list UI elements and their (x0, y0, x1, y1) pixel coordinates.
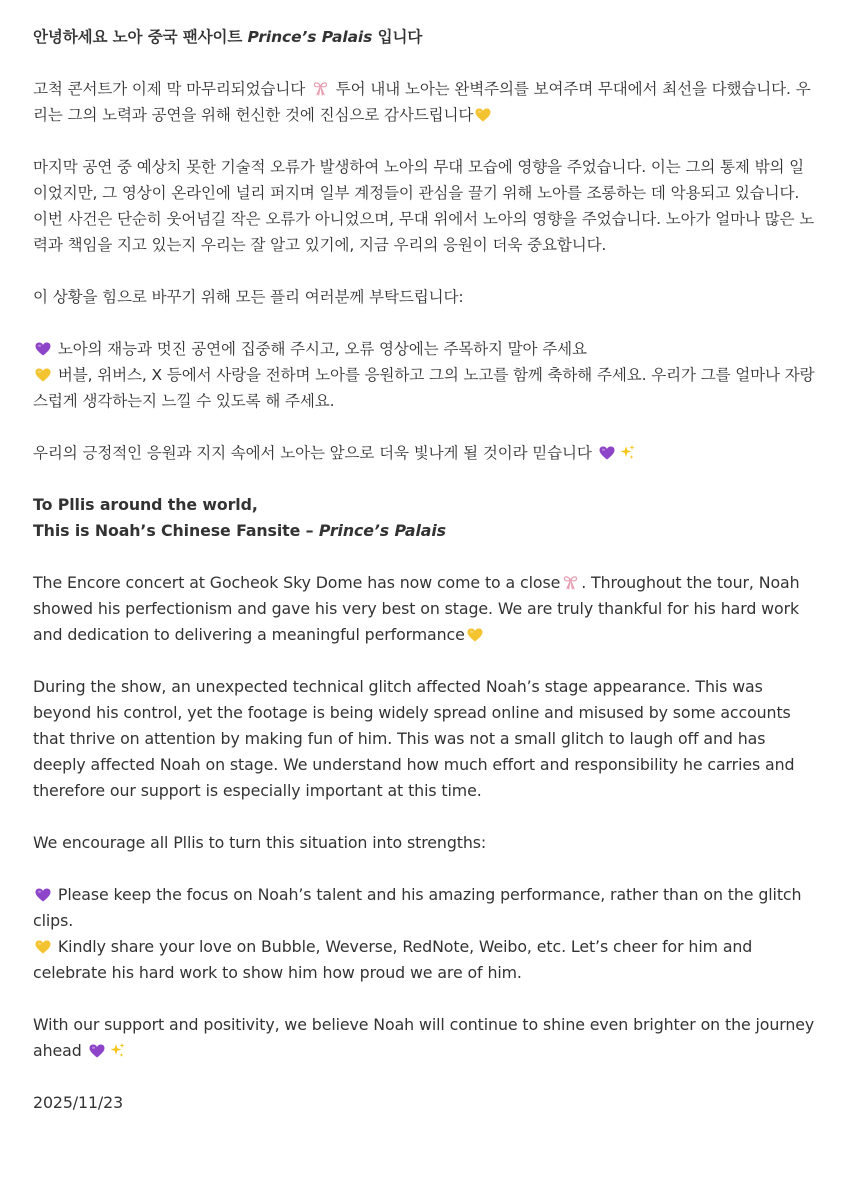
yellow-heart-icon (35, 364, 51, 378)
fansite-name: Prince’s Palais (247, 28, 373, 46)
purple-heart-icon (89, 1040, 105, 1054)
sparkles-icon (109, 1041, 126, 1058)
purple-heart-icon (599, 442, 615, 456)
korean-paragraph-2: 마지막 공연 중 예상치 못한 기술적 오류가 발생하여 노아의 무대 모습에 영향을 주었습니다. 이는 그의 통제 밖의 일이었지만, 그 영상이 온라인에 널리 퍼지며 일부 계정들이 관심을 끌기 위해 노아를 조롱하는 데 악용되고 있습니다. 이번 사건은 단순히 웃어넘길 작은 오류가 아니었으며, 무대 위에서 노아의 영향을 주었습니다. 노아가 얼마나 많은 노력과 책임을 지고 있는지 우리는 잘 알고 있기에, 지금 우리의 응원이 더욱 중요합니다. (33, 158, 815, 254)
english-heading-line-1: To Pllis around the world, (33, 495, 258, 514)
korean-section (33, 24, 818, 466)
korean-list-item-1 (33, 336, 818, 362)
english-heading-line-2 (33, 518, 818, 544)
korean-greeting (33, 24, 818, 50)
english-paragraph-1 (33, 570, 818, 648)
korean-paragraph-3: 이 상황을 힘으로 바꾸기 위해 모든 플리 여러분께 부탁드립니다: (33, 288, 464, 306)
korean-p1-part-b: 투어 내내 노아는 완벽주의를 보여주며 무대에서 최선을 다했습니다. 우리는 그의 노력과 공연을 위해 헌신한 것에 진심으로 감사드립니다 (33, 80, 811, 124)
english-heading-prefix: This is Noah’s Chinese Fansite – (33, 521, 319, 540)
english-p1-part-b: . Throughout the tour, Noah showed his perfectionism and gave his very best on stage. We are truly thankful for his hard work and dedication to delivering a meaningful performance (33, 573, 800, 644)
english-list-item-2 (33, 934, 818, 986)
sparkles-icon (619, 443, 636, 460)
korean-list-item-2 (33, 362, 818, 414)
purple-heart-icon (35, 338, 51, 352)
ribbon-icon (312, 79, 329, 96)
korean-item2-text: 버블, 위버스, X 등에서 사랑을 전하며 노아를 응원하고 그의 노고를 함께 축하해 주세요. 우리가 그를 얼마나 자랑스럽게 생각하는지 느낄 수 있도록 해 주세요. (33, 366, 815, 410)
yellow-heart-icon (35, 936, 51, 950)
post-date: 2025/11/23 (33, 1093, 124, 1112)
english-p4-text: With our support and positivity, we believe Noah will continue to shine even brighter on the journey ahead (33, 1015, 815, 1060)
english-paragraph-3: We encourage all Pllis to turn this situation into strengths: (33, 833, 487, 852)
english-item1-text: Please keep the focus on Noah’s talent and his amazing performance, rather than on the glitch clips. (33, 885, 802, 930)
korean-greeting-suffix: 입니다 (372, 28, 423, 46)
ribbon-icon (562, 573, 579, 590)
korean-item1-text: 노아의 재능과 멋진 공연에 집중해 주시고, 오류 영상에는 주목하지 말아 주세요 (53, 340, 587, 358)
english-item2-text: Kindly share your love on Bubble, Weverse, RedNote, Weibo, etc. Let’s cheer for him and celebrate his hard work to show him how proud we are of him. (33, 937, 753, 982)
korean-greeting-text: 안녕하세요 노아 중국 팬사이트 (33, 28, 248, 46)
purple-heart-icon (35, 884, 51, 898)
english-section (33, 492, 818, 1116)
korean-paragraph-4 (33, 440, 818, 466)
korean-paragraph-1 (33, 76, 818, 128)
korean-p4-text: 우리의 긍정적인 응원과 지지 속에서 노아는 앞으로 더욱 빛나게 될 것이라 믿습니다 (33, 444, 597, 462)
fansite-name-en: Prince’s Palais (318, 521, 446, 540)
english-paragraph-2: During the show, an unexpected technical glitch affected Noah’s stage appearance. This was beyond his control, yet the footage is being widely spread online and misused by some accounts that thrive on attention by making fun of him. This was not a small glitch to laugh off and has deeply affected Noah on stage. We understand how much effort and responsibility he carries and therefore our support is especially important at this time. (33, 677, 795, 800)
english-p1-part-a: The Encore concert at Gocheok Sky Dome has now come to a close (33, 573, 561, 592)
english-paragraph-4 (33, 1012, 818, 1064)
yellow-heart-icon (475, 104, 491, 118)
yellow-heart-icon (467, 624, 483, 638)
korean-p1-part-a: 고척 콘서트가 이제 막 마무리되었습니다 (33, 80, 310, 98)
english-list-item-1 (33, 882, 818, 934)
